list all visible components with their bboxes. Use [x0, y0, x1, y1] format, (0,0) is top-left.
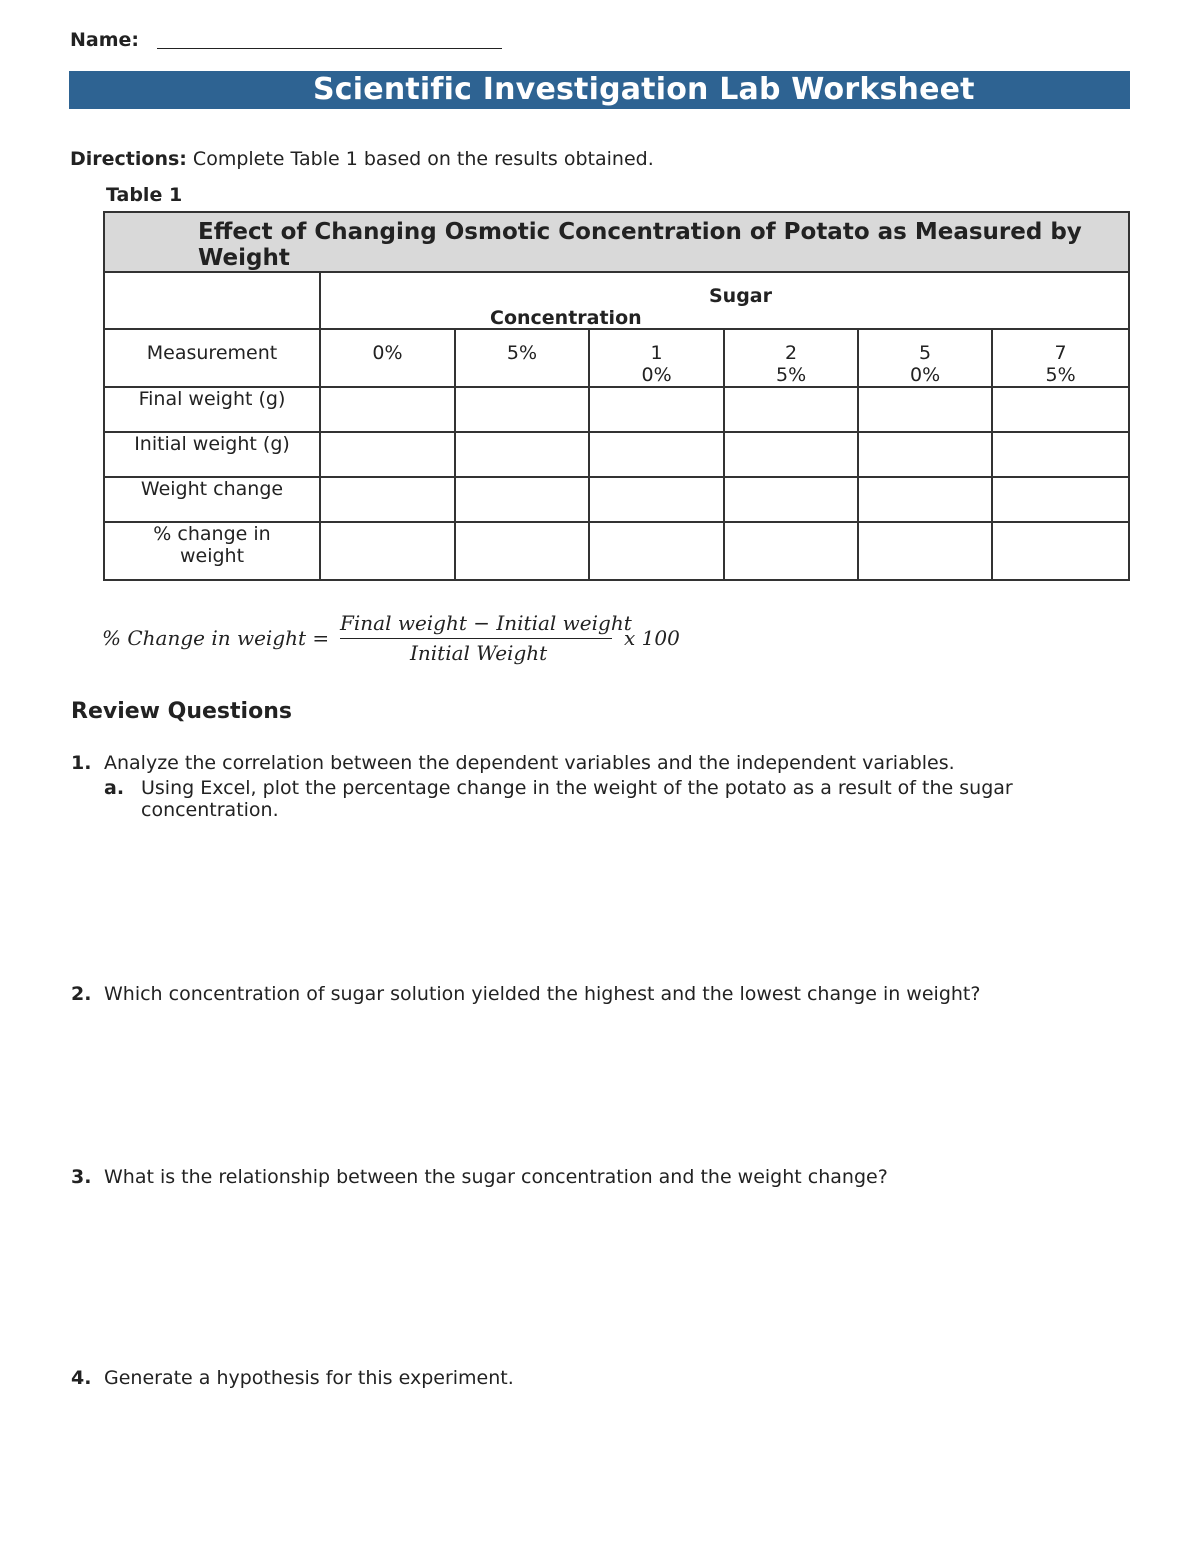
question-text: Analyze the correlation between the dependent variables and the independent variables. — [104, 752, 955, 774]
question-text: Which concentration of sugar solution yielded the highest and the lowest change in weight? — [104, 983, 981, 1005]
data-cell[interactable] — [589, 387, 724, 432]
row-label: Final weight (g) — [104, 387, 320, 432]
row-label: Weight change — [104, 477, 320, 522]
data-cell[interactable] — [724, 387, 858, 432]
formula-multiplier: x 100 — [624, 626, 680, 650]
question-number: 3. — [71, 1166, 92, 1188]
table-title: Effect of Changing Osmotic Concentration of Potato as Measured by Weight — [198, 219, 1082, 271]
data-cell[interactable] — [589, 477, 724, 522]
data-cell[interactable] — [992, 522, 1129, 580]
data-cell[interactable] — [992, 432, 1129, 477]
concentration-header-label: 5% — [506, 342, 538, 364]
directions-text: Complete Table 1 based on the results obtained. — [186, 148, 654, 170]
question-number: 4. — [71, 1367, 92, 1389]
name-label: Name: — [70, 29, 140, 51]
concentration-header-cell — [858, 329, 992, 387]
subquestion-text: Using Excel, plot the percentage change in the weight of the potato as a result of the sugar concentration. — [141, 777, 1013, 821]
data-cell[interactable] — [858, 432, 992, 477]
formula-numerator: Final weight − Initial weight — [340, 611, 632, 635]
data-cell[interactable] — [455, 432, 589, 477]
table-title-cell — [104, 212, 1129, 272]
concentration-header-cell — [992, 329, 1129, 387]
concentration-header-label: 0% — [372, 342, 403, 364]
question-number: 1. — [71, 752, 92, 774]
data-cell[interactable] — [858, 522, 992, 580]
data-cell[interactable] — [320, 522, 455, 580]
concentration-header-cell — [320, 329, 455, 387]
question-text: Generate a hypothesis for this experiment. — [104, 1367, 514, 1389]
table-caption: Table 1 — [106, 184, 183, 206]
measurement-header-label: Measurement — [146, 342, 278, 364]
data-cell[interactable] — [992, 387, 1129, 432]
data-cell[interactable] — [320, 432, 455, 477]
percent-change-formula — [102, 608, 702, 672]
question-number: 2. — [71, 983, 92, 1005]
concentration-label: Concentration — [490, 307, 642, 329]
subquestion-number: a. — [104, 777, 125, 799]
concentration-header-label: 50% — [910, 342, 941, 386]
review-heading: Review Questions — [71, 699, 292, 724]
row-label: Initial weight (g) — [104, 432, 320, 477]
data-cell[interactable] — [724, 432, 858, 477]
data-cell[interactable] — [455, 477, 589, 522]
table-row — [104, 387, 1129, 432]
concentration-header-cell — [724, 329, 858, 387]
data-cell[interactable] — [858, 387, 992, 432]
directions-label: Directions: — [70, 148, 187, 170]
concentration-header-label: 10% — [641, 342, 672, 386]
name-blank-line[interactable] — [157, 48, 502, 49]
title-bar — [69, 71, 1130, 109]
data-cell[interactable] — [320, 387, 455, 432]
results-table — [103, 211, 1130, 581]
table-row — [104, 477, 1129, 522]
concentration-header-label: 75% — [1045, 342, 1076, 386]
empty-corner-cell — [104, 272, 320, 329]
directions — [70, 146, 654, 172]
concentration-header-cell — [455, 329, 589, 387]
data-cell[interactable] — [858, 477, 992, 522]
measurement-header — [104, 329, 320, 387]
formula-denominator: Initial Weight — [410, 641, 548, 665]
question-text: What is the relationship between the sugar concentration and the weight change? — [104, 1166, 888, 1188]
data-cell[interactable] — [320, 477, 455, 522]
sugar-label: Sugar — [709, 285, 773, 307]
data-cell[interactable] — [455, 522, 589, 580]
data-cell[interactable] — [589, 432, 724, 477]
concentration-header-cell — [589, 329, 724, 387]
data-cell[interactable] — [992, 477, 1129, 522]
name-row — [70, 28, 510, 54]
fraction-bar — [340, 638, 612, 639]
data-cell[interactable] — [589, 522, 724, 580]
formula-lhs: % Change in weight = — [102, 626, 330, 650]
worksheet-title: Scientific Investigation Lab Worksheet — [313, 72, 975, 107]
table-row — [104, 522, 1129, 580]
data-cell[interactable] — [724, 477, 858, 522]
table-row — [104, 432, 1129, 477]
row-label: % change in weight — [104, 522, 320, 580]
data-cell[interactable] — [455, 387, 589, 432]
sugar-concentration-header — [320, 272, 1129, 329]
data-cell[interactable] — [724, 522, 858, 580]
concentration-header-label: 25% — [776, 342, 807, 386]
